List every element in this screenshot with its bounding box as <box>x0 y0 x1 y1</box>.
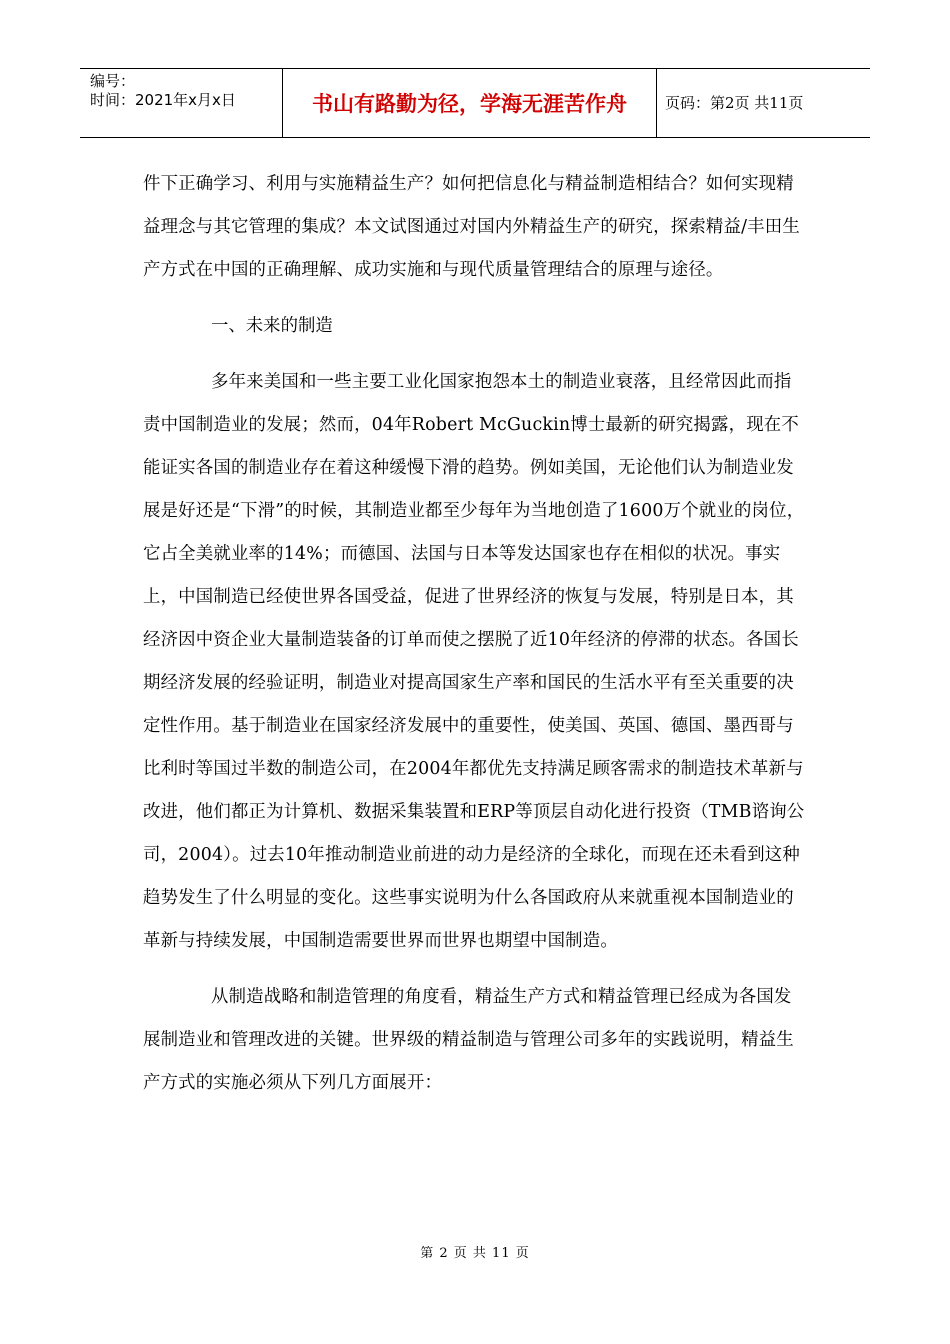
page-footer: 第 2 页 共 11 页 <box>420 1246 530 1261</box>
header-page-cell <box>657 69 870 137</box>
intro-paragraph: 件下正确学习、利用与实施精益生产？如何把信息化与精益制造相结合？如何实现精益理念与其它管理的集成？本文试图通过对国内外精益生产的研究，探索精益/丰田生产方式在中国的正确理解、成功实施和与现代质量管理结合的原理与途径。 <box>143 174 800 280</box>
header-motto: 书山有路勤为径，学海无涯苦作舟 <box>312 92 627 116</box>
header-page-number: 页码：第2页 共11页 <box>665 94 804 112</box>
body-paragraph: 从制造战略和制造管理的角度看，精益生产方式和精益管理已经成为各国发展制造业和管理改进的关键。世界级的精益制造与管理公司多年的实践说明，精益生产方式的实施必须从下列几方面展开： <box>143 987 794 1093</box>
body-paragraph: 多年来美国和一些主要工业化国家抱怨本土的制造业衰落，且经常因此而指责中国制造业的发展；然而，04年Robert McGuckin博士最新的研究揭露，现在不能证实各国的制造业存在着这种缓慢下滑的趋势。例如美国，无论他们认为制造业发展是好还是“下滑”的时候，其制造业都至少每年为当地创造了1600万个就业的岗位，它占全美就业率的14%；而德国、法国与日本等发达国家也存在相似的状况。事实上，中国制造已经使世界各国受益，促进了世界经济的恢复与发展，特别是日本，其经济因中资企业大量制造装备的订单而使之摆脱了近10年经济的停滞的状态。各国长期经济发展的经验证明，制造业对提高国家生产率和国民的生活水平有至关重要的决定性作用。基于制造业在国家经济发展中的重要性，使美国、英国、德国、墨西哥与比利时等国过半数的制造公司，在2004年都优先支持满足顾客需求的制造技术革新与改进，他们都正为计算机、数据采集装置和ERP等顶层自动化进行投资（TMB谘询公司，2004）。过去10年推动制造业前进的动力是经济的全球化，而现在还未看到这种趋势发生了什么明显的变化。这些事实说明为什么各国政府从来就重视本国制造业的革新与持续发展，中国制造需要世界而世界也期望中国制造。 <box>143 372 805 951</box>
document-body <box>143 163 808 1105</box>
document-time-label: 时间：2021年x月x日 <box>90 91 236 109</box>
header-motto-cell <box>283 69 657 137</box>
page-header <box>80 68 870 138</box>
document-number-label: 编号： <box>90 72 136 90</box>
section-heading: 一、未来的制造 <box>211 316 333 336</box>
header-meta-cell <box>80 69 283 137</box>
